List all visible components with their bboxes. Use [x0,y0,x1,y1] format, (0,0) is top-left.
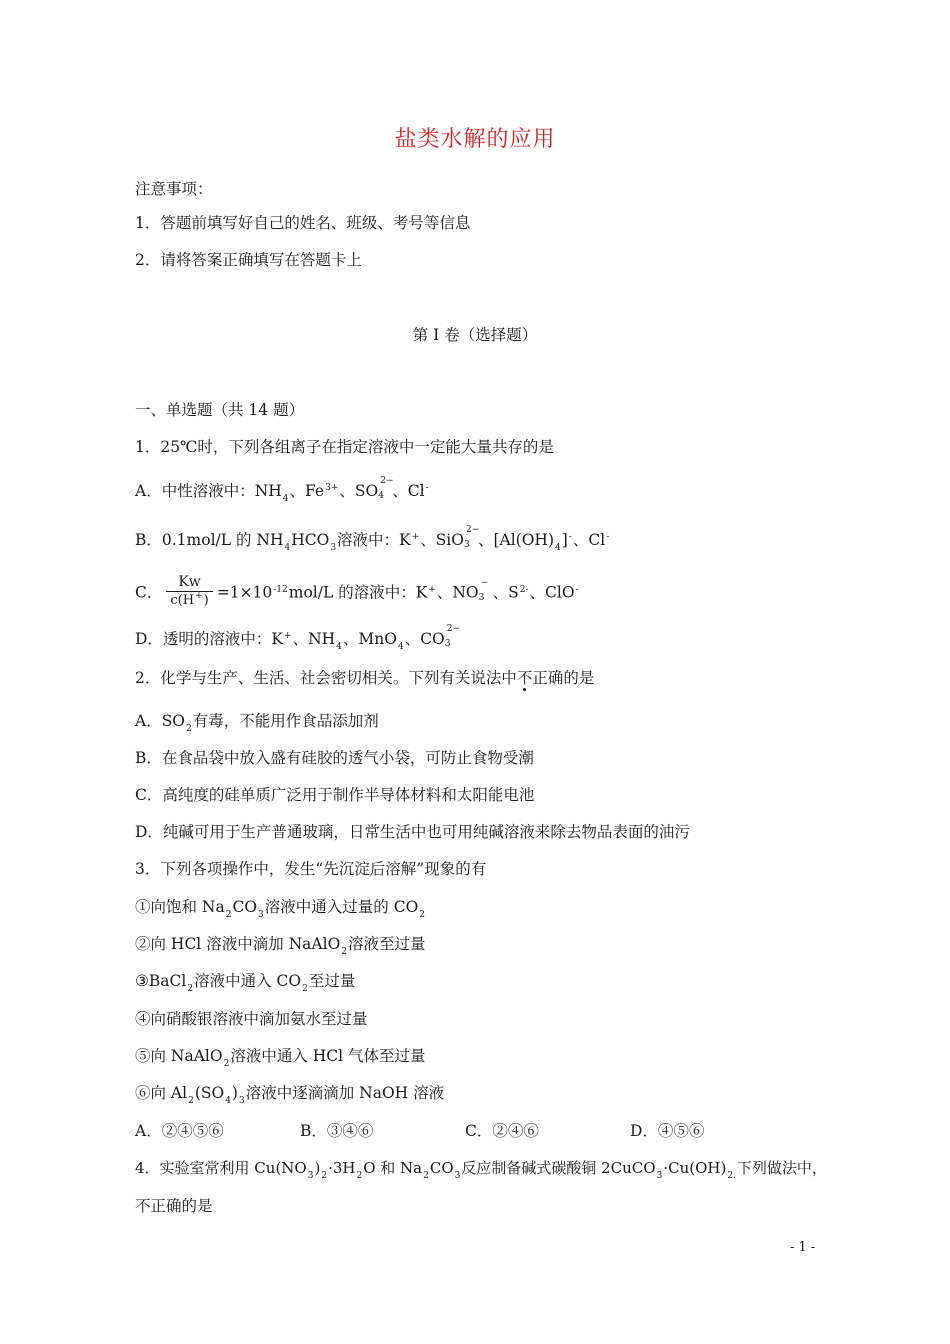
question-1-option-c: C． $\frac{Kw}{c(H^+)}$ $=1\times 10^{-12}mol/L$ 的溶液中：K+、NO − 3 、$S^{2-}$、ClO- [135,574,579,608]
question-2-option-d: D．纯碱可用于生产普通玻璃，日常生活中也可用纯碱溶液来除去物品表面的油污 [135,823,690,841]
question-4-stem: 4．实验室常利用 $Cu(NO_3)_2\cdot 3H_2O$ 和 $Na_2CO_3$反应制备碱式碳酸铜 $2CuCO_3\cdot Cu(OH)_{2.}$下列做法中， [135,1159,827,1181]
question-3-choices [135,1120,795,1142]
page-number: - 1 - [790,1240,816,1255]
question-1-option-d: D．透明的溶液中：K+、$NH_4$、MnO$_4$、CO 2− 3 [135,624,461,652]
choice-b: B．③④⑥ [300,1122,374,1140]
kw-fraction: $\frac{Kw}{c(H^+)}$ [166,573,212,610]
section-heading: 一、单选题（共 14 题） [135,401,305,419]
notice-item-2: 2．请将答案正确填写在答题卡上 [135,251,362,269]
volume-heading: 第 I 卷（选择题） [412,326,538,344]
emphasis-dot: 不 [516,669,533,687]
document-title: 盐类水解的应用 [394,127,556,152]
question-3-item-1: ①向饱和 $Na_2CO_3$溶液中通入过量的 $CO_2$ [135,898,426,920]
question-4-stem-line-2: 不正确的是 [135,1197,213,1215]
question-2-option-a: A．$SO_2$有毒，不能用作食品添加剂 [135,712,379,734]
question-3-item-6: ⑥向 $Al_2(SO_4)_3$溶液中逐滴滴加 NaOH 溶液 [135,1084,445,1106]
notice-item-1: 1．答题前填写好自己的姓名、班级、考号等信息 [135,214,471,232]
choice-d: D．④⑤⑥ [630,1122,705,1140]
question-3-item-4: ④向硝酸银溶液中滴加氨水至过量 [135,1010,368,1028]
question-3-item-5: ⑤向 NaAlO$_2$溶液中通入 HCl 气体至过量 [135,1047,426,1069]
question-2-option-c: C．高纯度的硅单质广泛用于制作半导体材料和太阳能电池 [135,786,535,804]
choice-a: A．②④⑤⑥ [135,1122,224,1140]
question-3-item-3: ③BaCl$_2$溶液中通入 $CO_2$至过量 [135,972,356,994]
notice-heading: 注意事项： [135,180,213,198]
question-1-option-a: A．中性溶液中：$NH_4$、$Fe^{3+}$、SO 2− 4 、Cl- [135,476,429,504]
question-3-stem: 3．下列各项操作中，发生“先沉淀后溶解”现象的有 [135,860,487,878]
question-2-option-b: B．在食品袋中放入盛有硅胶的透气小袋，可防止食物受潮 [135,749,534,767]
choice-c: C．②④⑥ [465,1122,539,1140]
question-1-option-b: B．0.1mol/L 的 $NH_4HCO_3$溶液中：K+、SiO 2− 3 、$[Al(OH)_4]^-$、Cl- [135,525,610,553]
question-2-stem: 2．化学与生产、生活、社会密切相关。下列有关说法中不正确的是 [135,669,595,687]
question-3-item-2: ②向 HCl 溶液中滴加 NaAlO$_2$溶液至过量 [135,935,426,957]
question-1-stem: 1．25℃时，下列各组离子在指定溶液中一定能大量共存的是 [135,438,554,456]
